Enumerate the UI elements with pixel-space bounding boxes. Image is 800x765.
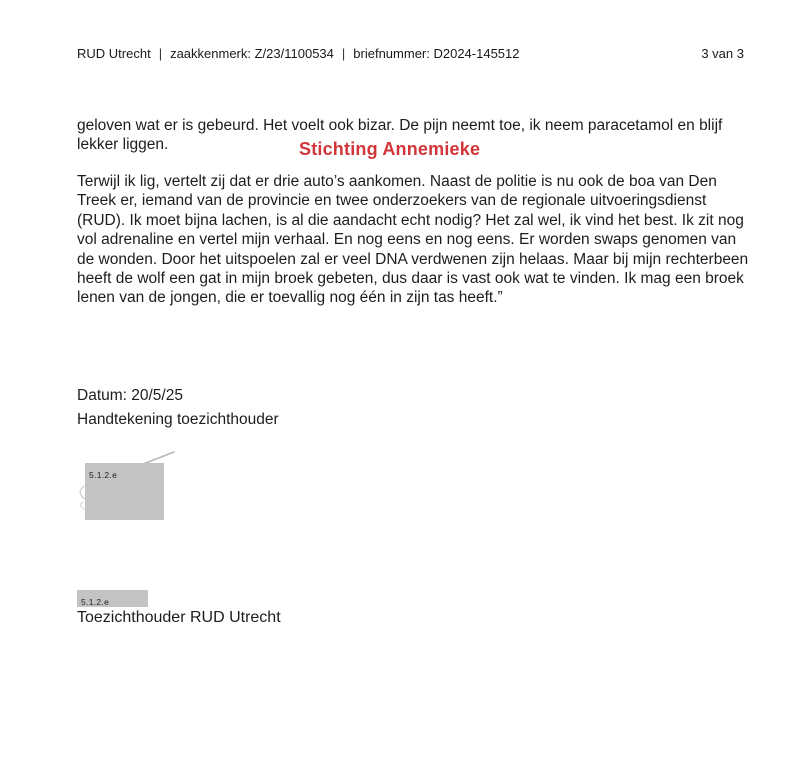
signer-role-line: Toezichthouder RUD Utrecht [77,609,281,626]
header-case-ref: zaakkenmerk: Z/23/1100534 [170,46,334,61]
stichting-annemieke-stamp: Stichting Annemieke [299,139,481,159]
header-reference-line [77,46,520,61]
header-separator: | [341,46,346,61]
redacted-signature-block [85,463,164,520]
header-org: RUD Utrecht [77,46,151,61]
paragraph-continuation: geloven wat er is gebeurd. Het voelt ook bizar. De pijn neemt toe, ik neem paracetamol en blijf lekker liggen. [77,117,723,154]
redaction-code: 5.1.2.e [89,470,118,480]
redaction-code: 5.1.2.e [81,597,110,607]
header-separator: | [158,46,163,61]
page-number: 3 van 3 [701,46,744,61]
paragraph-main: Terwijl ik lig, vertelt zij dat er drie auto’s aankomen. Naast de politie is nu ook de boa van Den Treek er, iemand van de provincie en twee onderzoekers van de regionale uitvoeringsdienst (RUD). Ik moet bijna lachen, is al die aandacht echt nodig? Het zal wel, ik vind het best. Ik zit nog vol adrenaline en vertel mijn verhaal. En nog eens en nog eens. Er worden swaps genomen van de wonden. Door het uitspoelen zal er veel DNA verdwenen zijn helaas. Maar bij mijn rechterbeen heeft de wolf een gat in mijn broek gebeten, dus daar is vast ook wat te vinden. Ik mag een broek lenen van de jongen, die er toevallig nog één in zijn tas heeft.” [77,173,749,307]
signature-label: Handtekening toezichthouder [77,411,279,428]
header-letter-ref: briefnummer: D2024-145512 [353,46,520,61]
page-header [77,46,744,61]
redacted-name-block [77,590,148,607]
date-line: Datum: 20/5/25 [77,387,183,404]
